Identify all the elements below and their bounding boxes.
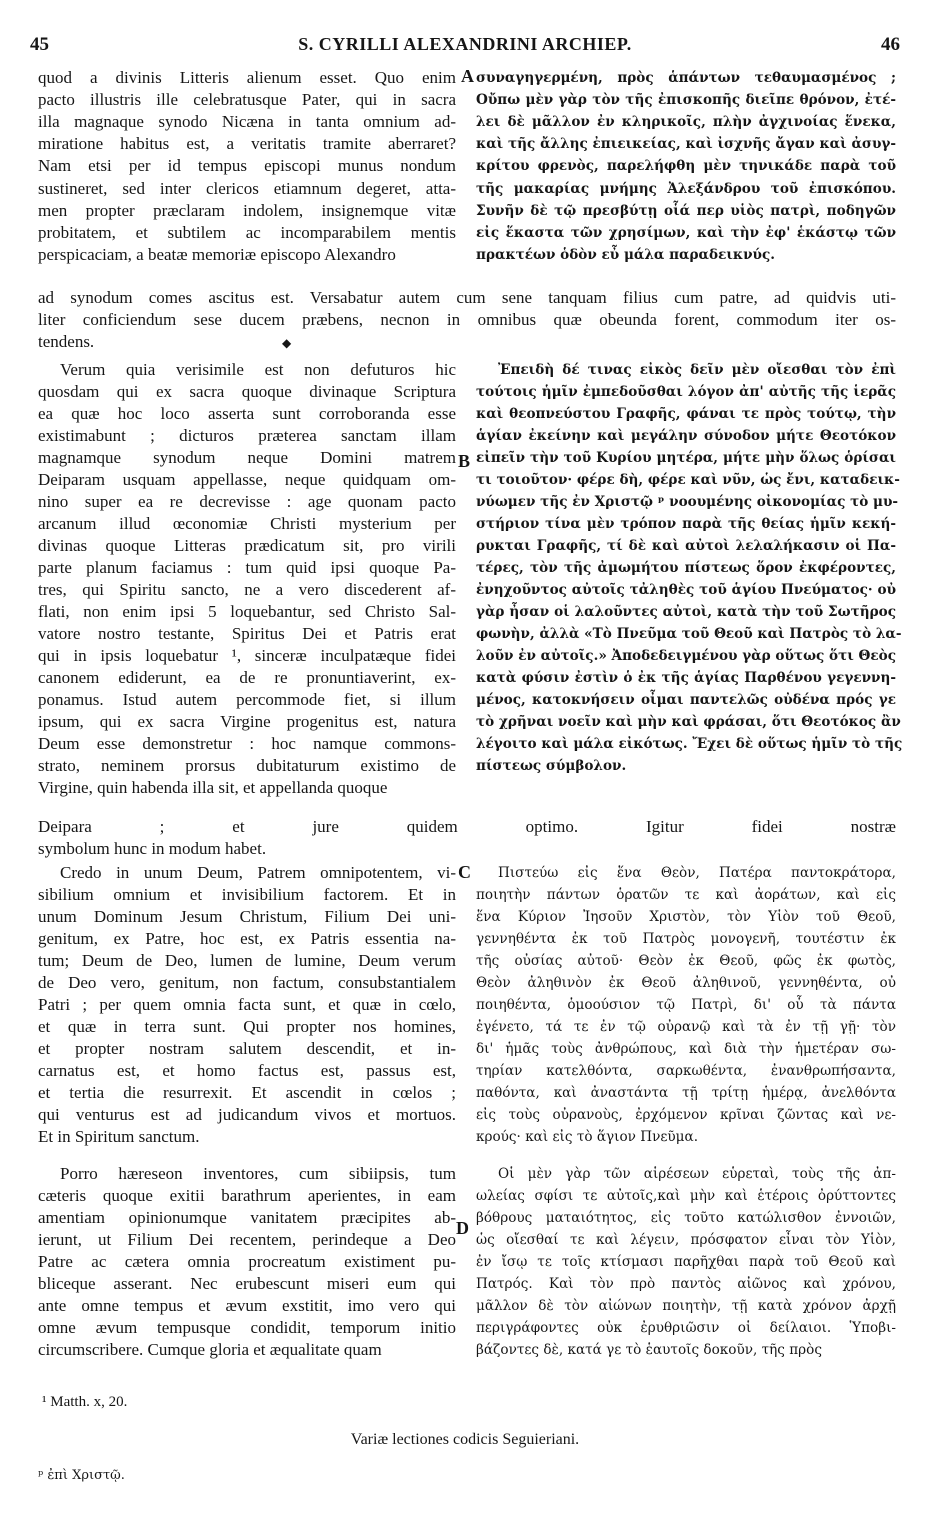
- latin-col2-line: ipsum, qui ex sacra Virgine progenitus est, natura: [38, 712, 456, 731]
- latin-col2-line: quosdam qui ex sacra quoque divinaque Scriptura: [38, 382, 456, 401]
- running-header: [30, 34, 900, 60]
- greek-col2-line: Ἐπειδὴ δέ τινας εἰκὸς δεῖν μὲν οἴεσθαι τὸν ἐπὶ: [498, 362, 896, 378]
- latin-col1-line: miratione habitus est, a veritatis tramite aberraret?: [38, 134, 456, 154]
- latin-col2-line: ea quæ hoc loco asserta sunt corroboranda esse: [38, 404, 456, 423]
- margin-marker-d: D: [456, 1218, 469, 1238]
- latin-col1-line: pacto illustris ille celebratusque Pater, qui in sacra: [38, 90, 456, 110]
- latin-col2-line: Deiparam usquam appellasse, neque quidquam om-: [38, 470, 456, 489]
- greek-col4-line: περιγράφοντες οὐκ ἐρυθριῶσιν οἱ δείλαιοι. Ὑποβι-: [476, 1320, 896, 1336]
- latin-col2-line: vatore nostro testante, Spiritus Dei et Patris erat: [38, 624, 456, 643]
- greek-col2-line: ἐνηχοῦντος αὐτοῖς τἀληθὲς τοῦ ἁγίου Πνεύματος· οὐ: [476, 582, 896, 598]
- greek-col3-line: τῆς οὐσίας αὐτοῦ· Θεὸν ἐκ Θεοῦ, φῶς ἐκ φωτὸς,: [476, 953, 896, 969]
- greek-col4-line: βόθρους ματαιότητος, εἰς τοῦτο κατώλισθον ἐννοιῶν,: [476, 1210, 896, 1226]
- latin-col3-line: de Deo vero, genitum, non factum, consubstantialem: [38, 973, 456, 992]
- greek-col3-line: Θεὸν ἀληθινὸν ἐκ Θεοῦ ἀληθινοῦ, γεννηθέντα, οὐ: [476, 975, 896, 991]
- latin-col3-line: unum Dominum Jesum Christum, Filium Dei uni-: [38, 907, 456, 926]
- greek-col4-line: Πατρός. Καὶ τὸν πρὸ παντὸς αἰῶνος καὶ χρόνου,: [476, 1276, 896, 1292]
- latin-col1-line: men propter præclaram indolem, insignemque vitæ: [38, 200, 456, 220]
- latin-col2-line: existimabunt ; dicturos præterea sanctam illam: [38, 426, 456, 445]
- latin-col2-line: Verum quia verisimile est non defuturos hic: [60, 360, 456, 379]
- variant-reading: ᵖ ἐπὶ Χριστῷ.: [38, 1468, 125, 1483]
- latin-col2-line: nino super ea re decrevisse : age quonam pacto: [38, 492, 456, 511]
- latin-col3-line: carnatus est, et homo factus est, passus est,: [38, 1061, 456, 1080]
- greek-col2-line: πίστεως σύμβολον.: [476, 758, 627, 774]
- latin-col4-line: ierunt, ut Filium Dei recentem, perindeque a Deo: [38, 1230, 456, 1249]
- latin-col2-line: strato, neminem prorsus dubitaturum existimo de: [38, 756, 456, 775]
- greek-col2-line: εἰπεῖν τὴν τοῦ Κυρίου μητέρα, μήτε μὴν ὅλως ὁρίσαι: [476, 450, 896, 466]
- greek-col1-line: εἰς ἕκαστα τῶν χρησίμων, καὶ τὴν ἐφ' ἑκάστῳ τῶν: [476, 224, 896, 241]
- greek-col2-line: τι τοιοῦτον· φέρε δὴ, φέρε καὶ νῦν, ὡς ἔνι, καταδεικ-: [476, 472, 900, 488]
- greek-col4-line: μᾶλλον δὲ τὸν αἰώνων ποιητὴν, τῇ κατὰ χρόνον ἀρχῇ: [476, 1298, 896, 1314]
- latin-col1-line: quod a divinis Litteris alienum esset. Quo enim: [38, 68, 456, 87]
- latin-col1-line: illa magnaque synodo Nicæna in tanta omnium ad-: [38, 112, 456, 132]
- page-number-right: 46: [881, 34, 900, 55]
- greek-col2-line: γὰρ ἦσαν οἱ λαλοῦντες αὐτοὶ, κατὰ τὴν τοῦ Σωτῆρος: [476, 604, 896, 620]
- latin-col3-line: tum; Deum de Deo, lumen de lumine, Deum verum: [38, 951, 456, 970]
- greek-col4-line: ἐν ἴσῳ τε τοῖς κτίσμασι παρῆχθαι παρὰ τοῦ Θεοῦ καὶ: [476, 1254, 896, 1270]
- latin-col2-line: arcanum illud œconomiæ Christi mysterium per: [38, 514, 456, 533]
- latin-col3-line: et tertia die resurrexit. Et ascendit in cœlos ;: [38, 1083, 456, 1102]
- greek-col1-line: τῆς μακαρίας μνήμης Ἀλεξάνδρου τοῦ ἐπισκόπου.: [476, 180, 896, 197]
- greek-col2-line: ἁγίαν ἐκείνην καὶ μεγάλην σύνοδον μήτε Θεοτόκον: [476, 428, 896, 444]
- greek-col2-line: τέρες, τὸν τῆς ἀμωμήτου πίστεως ὅρον ἐκφέροντες,: [476, 560, 896, 576]
- ornament-bullet: ◆: [282, 336, 292, 350]
- latin-col4-line: amentiam opinionumque vanitatem præcipites ab-: [38, 1208, 456, 1227]
- greek-col4-line: ωλείας σφίσι τε αὐτοῖς,καὶ μὴν καὶ ἑτέροις ὀρύττοντες: [476, 1188, 896, 1204]
- greek-col3-line: εἰς τοὺς οὐρανοὺς, ἐρχόμενον κρῖναι ζῶντας καὶ νε-: [476, 1107, 896, 1123]
- latin-col1-line: sustineret, sed inter clericos etiamnum degeret, atta-: [38, 178, 456, 198]
- latin-col3-line: genitum, ex Patre, hoc est, ex Patris essentia na-: [38, 929, 456, 948]
- latin-col2-line: canonem ediderunt, ea de re pronuntiaverint, ex-: [38, 668, 456, 687]
- latin-col4-line: Porro hæreseon inventores, cum sibiipsis, tum: [60, 1164, 456, 1183]
- latin-col2-line: tres, qui Spiritu sancto, ne a vero discederent af-: [38, 580, 456, 599]
- latin-col4-line: Patre ac cætera omnia procreatum existiment pu-: [38, 1252, 456, 1271]
- page-number-left: 45: [30, 34, 49, 55]
- bridge-line: Deipara ; et jure quidem optimo. Igitur fidei nostræ: [38, 817, 896, 836]
- greek-col2-line: τὸ χρῆναι νοεῖν καὶ μὴν καὶ φράσαι, ὅτι Θεοτόκος ἂν: [476, 714, 901, 730]
- margin-marker-b: B: [458, 451, 471, 471]
- latin-col3-line: sibilium omnium et invisibilium factorem. Et in: [38, 885, 456, 904]
- latin-col2-line: parte planum faciamus : tum quid ipsi quoque Pa-: [38, 558, 456, 577]
- greek-col3-line: Πιστεύω εἰς ἕνα Θεὸν, Πατέρα παντοκράτορα,: [498, 865, 896, 881]
- latin-col4-line: bliceque asserant. Nec erubescunt miseri eum qui: [38, 1274, 456, 1293]
- greek-col4-line: βάζοντες δὲ, κατά γε τὸ ἑαυτοῖς δοκοῦν, τῆς πρὸς: [476, 1342, 822, 1358]
- latin-col2-line: flati, non enim ipsi 5 loquebantur, sed Christo Sal-: [38, 602, 456, 621]
- greek-col1-line: Οὔπω μὲν γὰρ τὸν τῆς ἐπισκοπῆς διεῖπε θρόνον, ἐτέ-: [476, 92, 896, 109]
- bridge-line: tendens.: [38, 332, 95, 351]
- greek-col1-line: Συνῆν δὲ τῷ πρεσβύτῃ οἷά περ υἱὸς πατρὶ, ποδηγῶν: [476, 202, 896, 219]
- bridge-line: liter conficiendum sese ducem præbens, necnon in omnibus quæ obeunda forent, commodum iter os-: [38, 310, 896, 329]
- latin-col2-line: divinas quoque Litteras prædicatum sit, pro virili: [38, 536, 456, 555]
- greek-col2-line: καὶ θεοπνεύστου Γραφῆς, φάναι τε πρὸς τούτῳ, τὴν: [476, 406, 896, 422]
- greek-col1-line: λει δὲ μᾶλλον ἐν κληρικοῖς, πλὴν ἀγχινοίας ἕνεκα,: [476, 114, 896, 131]
- greek-col1-line: πρακτέων ὁδὸν εὖ μάλα παραδεικνύς.: [476, 246, 775, 263]
- greek-col3-line: παθόντα, καὶ ἀναστάντα τῇ τρίτῃ ἡμέρᾳ, ἀνελθόντα: [476, 1085, 896, 1101]
- greek-col3-line: τηρίαν κατελθόντα, σαρκωθέντα, ἐνανθρωπήσαντα,: [476, 1063, 896, 1079]
- margin-marker-c: C: [458, 862, 471, 882]
- greek-col3-line: ποιηθέντα, ὁμοούσιον τῷ Πατρὶ, δι' οὗ τὰ πάντα: [476, 997, 896, 1013]
- latin-col2-line: Deum esse demonstretur : hoc namque commons-: [38, 734, 456, 753]
- latin-col1-line: perspicaciam, a beatæ memoriæ episcopo Alexandro: [38, 244, 396, 264]
- latin-col4-line: cæteris quoque exitii barathrum aperientes, in eam: [38, 1186, 456, 1205]
- greek-col1-line: καὶ τῆς ἄλλης ἐπιεικείας, καὶ ἰσχνῆς ἄγαν καὶ ἀσυγ-: [476, 136, 896, 153]
- greek-col2-line: νύωμεν τῆς ἐν Χριστῷ ᵖ νοουμένης οἰκονομίας τὸ μυ-: [476, 494, 899, 510]
- latin-col4-line: ante omne tempus et ævum exstitit, imo vero qui: [38, 1296, 456, 1315]
- greek-col2-line: μένος, κατοκνήσειν οἶμαι παντελῶς οὐδένα πρός γε: [476, 692, 896, 708]
- greek-col2-line: ρυκται Γραφῆς, τί δὲ καὶ αὐτοὶ λελαλήκασιν οἱ Πα-: [476, 538, 896, 554]
- footnote: ¹ Matth. x, 20.: [42, 1394, 128, 1410]
- latin-col4-line: omne ævum tempusque condidit, temporum initio: [38, 1318, 456, 1337]
- latin-col3-line: Credo in unum Deum, Patrem omnipotentem, vi-: [60, 863, 456, 882]
- greek-col2-line: κατὰ φύσιν ἐστὶν ὁ ἐκ τῆς ἁγίας Παρθένου γεγεννη-: [476, 670, 896, 686]
- bridge-line: ad synodum comes ascitus est. Versabatur autem cum sene tanquam filius cum patre, ad quidvis uti-: [38, 288, 896, 307]
- greek-col4-line: ὡς οἴεσθαί τε καὶ λέγειν, πρόσφατον εἶναι τὸν Υἱὸν,: [476, 1232, 896, 1248]
- greek-col3-line: ποιητὴν πάντων ὁρατῶν τε καὶ ἀοράτων, καὶ εἰς: [476, 887, 896, 903]
- greek-col3-line: ἕνα Κύριον Ἰησοῦν Χριστὸν, τὸν Υἱὸν τοῦ Θεοῦ,: [476, 909, 896, 925]
- greek-col2-line: λέγοιτο καὶ μάλα εἰκότως. Ἔχει δὲ οὕτως ἡμῖν τὸ τῆς: [476, 736, 903, 752]
- greek-col1-line: κρίτου φρενὸς, παρελήφθη μὲν τηνικάδε παρὰ τοῦ: [476, 158, 896, 175]
- greek-col3-line: κρούς· καὶ εἰς τὸ ἅγιον Πνεῦμα.: [476, 1129, 699, 1145]
- latin-col2-line: qui in ipsis loquebatur ¹, sinceræ inculpatæque fidei: [38, 646, 456, 665]
- greek-col2-line: φωνὴν, ἀλλὰ «Τὸ Πνεῦμα τοῦ Θεοῦ καὶ Πατρὸς τὸ λα-: [476, 626, 902, 642]
- latin-col3-line: Patri ; per quem omnia facta sunt, et quæ in cœlo,: [38, 995, 456, 1014]
- latin-col2-line: Virgine, quin habenda illa sit, et appellanda quoque: [38, 778, 388, 797]
- latin-col1-line: Nam etsi per id tempus episcopi munus nondum: [38, 156, 456, 176]
- greek-col2-line: λοῦν ἐν αὐτοῖς.» Ἀποδεδειγμένου γὰρ οὕτως ὅτι Θεὸς: [476, 648, 896, 664]
- greek-col4-line: Οἱ μὲν γὰρ τῶν αἱρέσεων εὑρεταὶ, τοὺς τῆς ἀπ-: [498, 1166, 896, 1182]
- latin-col3-line: qui venturus est ad judicandum vivos et mortuos.: [38, 1105, 456, 1124]
- variant-readings-heading: Variæ lectiones codicis Seguieriani.: [350, 1431, 580, 1448]
- latin-col3-line: Et in Spiritum sanctum.: [38, 1127, 200, 1146]
- greek-col3-line: δι' ἡμᾶς τοὺς ἀνθρώπους, καὶ διὰ τὴν ἡμετέραν σω-: [476, 1041, 896, 1057]
- latin-col4-line: circumscribere. Cumque gloria et æqualitate quam: [38, 1340, 382, 1359]
- latin-col3-line: et propter nostram salutem descendit, et in-: [38, 1039, 456, 1058]
- greek-col2-line: τούτοις ἡμῖν ἐμπεδοῦσθαι λόγον ἀπ' αὐτῆς τῆς ἱερᾶς: [476, 384, 896, 400]
- latin-col2-line: magnamque synodum neque Domini matrem: [38, 448, 456, 467]
- margin-marker-a: A: [461, 66, 474, 86]
- latin-col1-line: probitatem, et subtilem ac incomparabilem mentis: [38, 222, 456, 242]
- greek-col2-line: στήριον τίνα μὲν τρόπον παρὰ τῆς θείας ἡμῖν κεκή-: [476, 516, 896, 532]
- greek-col3-line: γεννηθέντα ἐκ τοῦ Πατρὸς μονογενῆ, τουτέστιν ἐκ: [476, 931, 896, 947]
- greek-col3-line: ἐγένετο, τά τε ἐν τῷ οὐρανῷ καὶ τὰ ἐν τῇ γῇ· τὸν: [476, 1019, 896, 1035]
- running-title: S. CYRILLI ALEXANDRINI ARCHIEP.: [298, 34, 632, 54]
- latin-col3-line: et quæ in terra sunt. Qui propter nos homines,: [38, 1017, 456, 1036]
- greek-col1-line: συναγηγερμένη, πρὸς ἁπάντων τεθαυμασμένος ;: [476, 70, 896, 86]
- bridge-line: symbolum hunc in modum habet.: [38, 839, 267, 858]
- latin-col2-line: ponamus. Istud autem percommode fiet, si illum: [38, 690, 456, 709]
